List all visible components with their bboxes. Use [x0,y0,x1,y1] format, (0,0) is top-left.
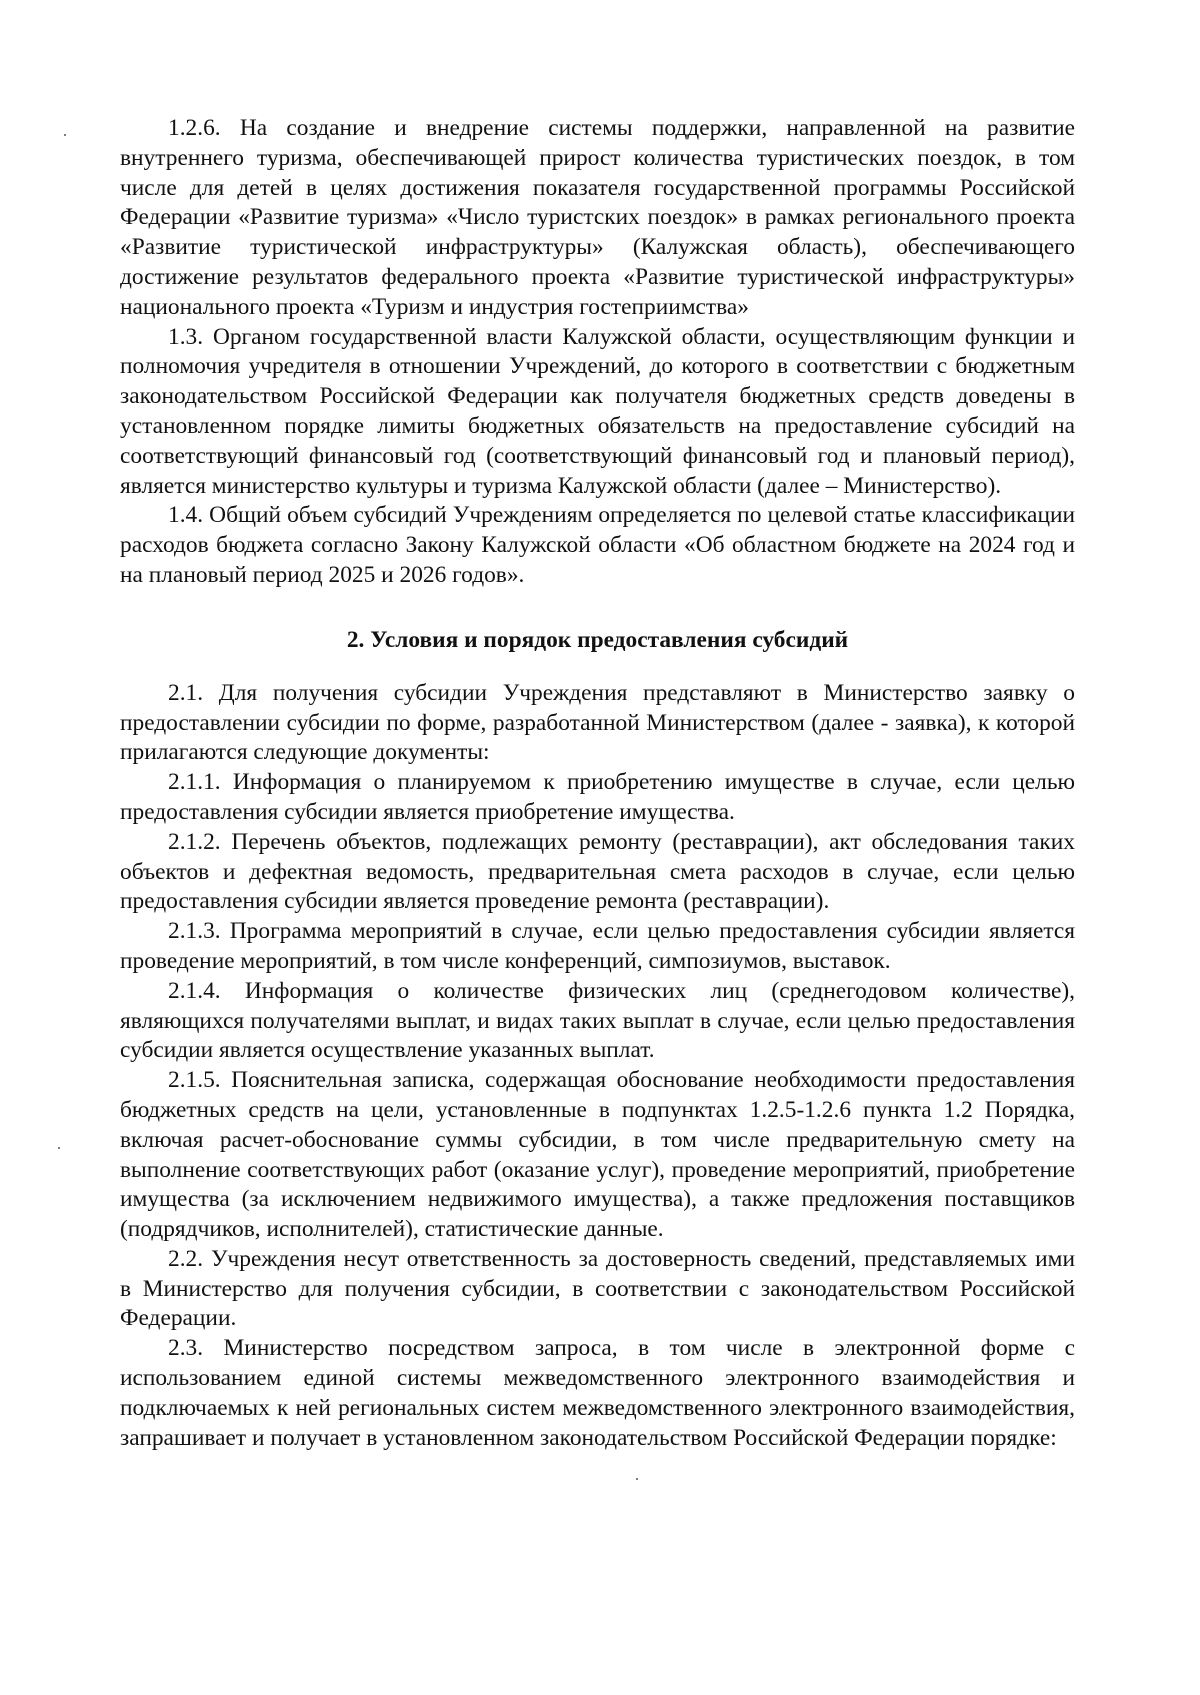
paragraph-2-1: 2.1. Для получения субсидии Учреждения представляют в Министерство заявку о предоставлении субсидии по форме, разработанной Министерством (далее - заявка), к которой прилагаются следующие документы: [120,679,1075,766]
paragraph-2-2: 2.2. Учреждения несут ответственность за достоверность сведений, представляемых ими в Министерство для получения субсидии, в соответствии с законодательством Российской Федерации. [120,1245,1075,1332]
paragraph-1-3: 1.3. Органом государственной власти Калужской области, осуществляющим функции и полномочия учредителя в отношении Учреждений, до которого в соответствии с бюджетным законодательством Российской Федерации как получателя бюджетных средств доведены в установленном порядке лимиты бюджетных обязательств на предоставление субсидий на соответствующий финансовый год (соответствующий финансовый год и плановый период), является министерство культуры и туризма Калужской области (далее – Министерство). [120,323,1075,499]
paragraph-2-1-3: 2.1.3. Программа мероприятий в случае, если целью предоставления субсидии является проведение мероприятий, в том числе конференций, симпозиумов, выставок. [120,918,1075,974]
paragraph-2-1-5: 2.1.5. Пояснительная записка, содержащая обоснование необходимости предоставления бюджетных средств на цели, установленные в подпунктах 1.2.5-1.2.6 пункта 1.2 Порядка, включая расчет-обоснование суммы субсидии, в том числе предварительную смету на выполнение соответствующих работ (оказание услуг), проведение мероприятий, приобретение имущества (за исключением недвижимого имущества), а также предложения поставщиков (подрядчиков, исполнителей), статистические данные. [120,1067,1075,1243]
paragraph-2-1-2: 2.1.2. Перечень объектов, подлежащих ремонту (реставрации), акт обследования таких объектов и дефектная ведомость, предварительная смета расходов в случае, если целью предоставления субсидии является проведение ремонта (реставрации). [120,828,1075,915]
paragraph-1-4: 1.4. Общий объем субсидий Учреждениям определяется по целевой статье классификации расходов бюджета согласно Закону Калужской области «Об областном бюджете на 2024 год и на плановый период 2025 и 2026 годов». [120,502,1075,588]
paragraph-2-1-4: 2.1.4. Информация о количестве физических лиц (среднегодовом количестве), являющихся получателями выплат, и видах таких выплат в случае, если целью предоставления субсидии является осуществление указанных выплат. [120,977,1075,1064]
section-2 [120,609,1075,1454]
paragraph-2-1-1: 2.1.1. Информация о планируемом к приобретению имуществе в случае, если целью предоставления субсидии является приобретение имущества. [120,769,1075,825]
scan-speck [636,1478,638,1480]
paragraph-2-3: 2.3. Министерство посредством запроса, в том числе в электронной форме с использованием единой системы межведомственного электронного взаимодействия и подключаемых к ней региональных систем межведомственного электронного взаимодействия, запрашивает и получает в установленном законодательством Российской Федерации порядке: [120,1335,1075,1451]
document-body [120,114,1075,1453]
paragraph-1-2-6: 1.2.6. На создание и внедрение системы поддержки, направленной на развитие внутреннего туризма, обеспечивающей прирост количества туристических поездок, в том числе для детей в целях достижения показателя государственной программы Российской Федерации «Развитие туризма» «Число туристских поездок» в рамках регионального проекта «Развитие туристической инфраструктуры» (Калужская область), обеспечивающего достижение результатов федерального проекта «Развитие туристической инфраструктуры» национального проекта «Туризм и индустрия гостеприимства» [120,115,1075,320]
scan-speck [58,1147,60,1149]
section-2-heading: 2. Условия и порядок предоставления субсидий [346,626,849,653]
scan-speck [64,134,66,136]
